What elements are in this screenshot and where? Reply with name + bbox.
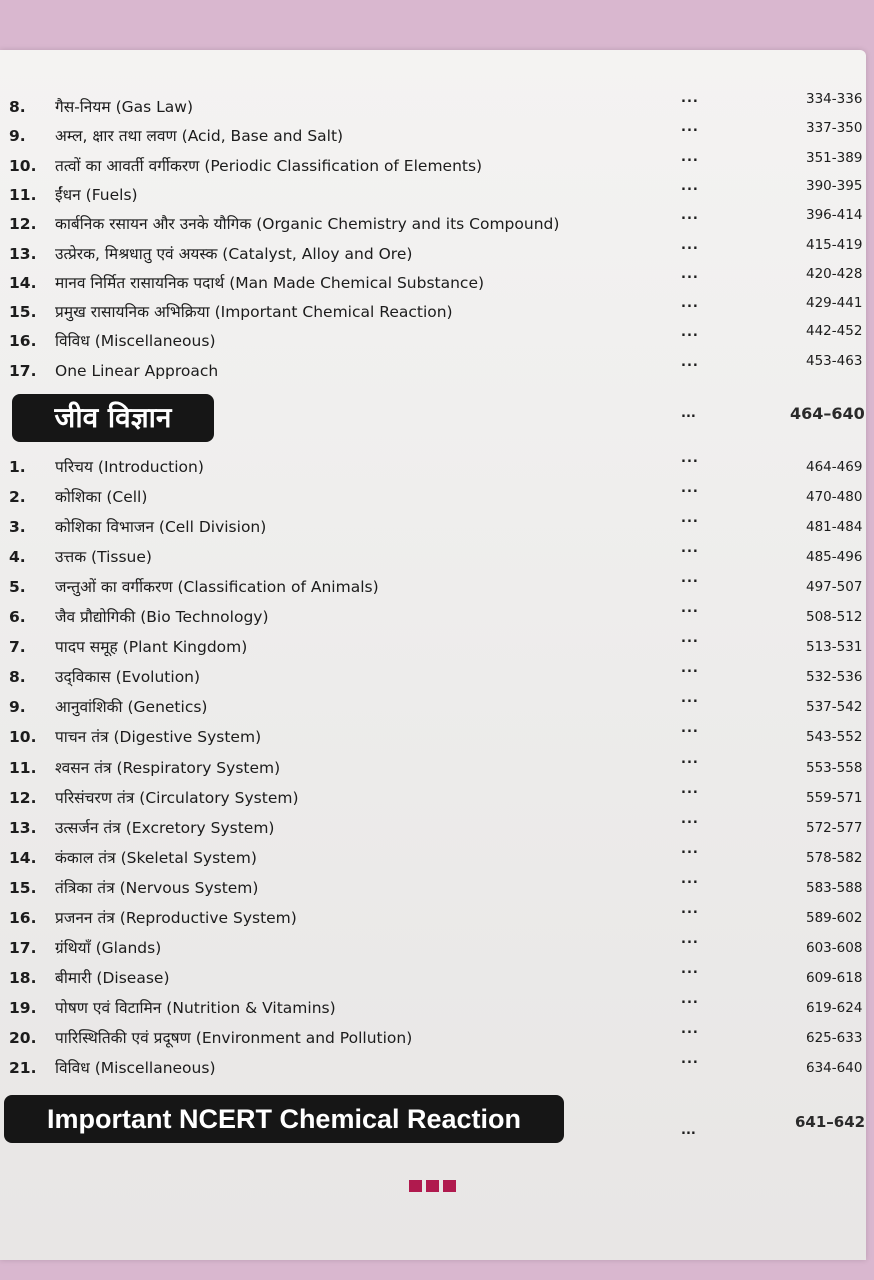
toc-title: परिचय (Introduction) [55, 458, 204, 476]
toc-number: 5. [9, 578, 26, 597]
toc-number: 16. [9, 908, 37, 927]
toc-dots: ... [681, 178, 699, 194]
end-marks-icon [409, 1177, 461, 1191]
toc-row [0, 451, 874, 480]
toc-number: 8. [9, 98, 26, 116]
toc-title: ग्रंथियाँ (Glands) [55, 938, 162, 957]
toc-number: 7. [9, 638, 26, 657]
toc-dots: ... [681, 781, 699, 797]
toc-title: कोशिका विभाजन (Cell Division) [55, 518, 267, 537]
toc-number: 9. [9, 127, 26, 146]
toc-dots: ... [681, 1021, 699, 1037]
toc-dots: ... [681, 721, 699, 737]
toc-title: उत्तक (Tissue) [55, 548, 152, 567]
toc-title: One Linear Approach [55, 361, 219, 380]
toc-row [0, 511, 874, 540]
toc-row [0, 177, 874, 208]
toc-title: पोषण एवं विटामिन (Nutrition & Vitamins) [55, 998, 336, 1017]
toc-pages: 442-452 [806, 323, 863, 340]
toc-dots: ... [681, 1052, 699, 1067]
toc-pages: 334-336 [806, 91, 863, 107]
toc-number: 8. [9, 668, 26, 687]
toc-number: 1. [9, 458, 26, 476]
toc-row [0, 781, 874, 811]
toc-dots: ... [681, 541, 699, 557]
toc-title: कोशिका (Cell) [55, 488, 148, 507]
toc-number: 21. [9, 1059, 37, 1077]
toc-number: 17. [9, 938, 37, 957]
toc-pages: 337-350 [806, 120, 863, 137]
toc-row [0, 661, 874, 690]
toc-row [0, 91, 874, 120]
toc-title: पाचन तंत्र (Digestive System) [55, 728, 262, 747]
toc-pages: 508-512 [806, 609, 863, 626]
toc-title: जन्तुओं का वर्गीकरण (Classification of Animals) [55, 578, 379, 597]
toc-dots: ... [681, 841, 699, 857]
toc-row [0, 207, 874, 237]
toc-row [0, 541, 874, 570]
toc-dots: ... [681, 325, 699, 341]
toc-dots: ... [681, 91, 699, 106]
toc-title: परिसंचरण तंत्र (Circulatory System) [55, 788, 299, 807]
biology-section-heading: जीव विज्ञान [12, 394, 214, 442]
toc-title: विविध (Miscellaneous) [55, 1059, 216, 1077]
toc-dots: ... [681, 296, 699, 312]
toc-number: 4. [9, 548, 26, 567]
toc-number: 15. [9, 878, 37, 897]
toc-row [0, 931, 874, 961]
toc-title: उत्प्रेरक, मिश्रधातु एवं अयस्क (Catalyst, Alloy and Ore) [55, 244, 413, 263]
toc-title: जैव प्रौद्योगिकी (Bio Technology) [55, 608, 269, 627]
toc-number: 13. [9, 818, 37, 837]
toc-row [0, 691, 874, 720]
toc-number: 11. [9, 758, 37, 777]
toc-pages: 532-536 [806, 669, 863, 686]
toc-pages: 572-577 [806, 819, 863, 836]
toc-pages: 415-419 [806, 236, 863, 253]
toc-row [0, 841, 874, 871]
toc-number: 14. [9, 848, 37, 867]
toc-pages: 603-608 [806, 939, 863, 956]
ncert-section-pages: 641–642 [795, 1113, 866, 1131]
toc-row [0, 1052, 874, 1081]
toc-dots: ... [681, 751, 699, 767]
toc-dots: ... [681, 120, 699, 136]
toc-title: उद्‌विकास (Evolution) [55, 668, 201, 687]
toc-dots: ... [681, 237, 699, 253]
toc-title: प्रजनन तंत्र (Reproductive System) [55, 908, 297, 927]
toc-number: 12. [9, 215, 37, 234]
toc-number: 2. [9, 488, 26, 507]
toc-row [0, 901, 874, 931]
toc-title: कंकाल तंत्र (Skeletal System) [55, 848, 257, 867]
toc-title: बीमारी (Disease) [55, 968, 170, 987]
toc-pages: 583-588 [806, 879, 863, 896]
toc-pages: 429-441 [806, 295, 863, 312]
toc-number: 3. [9, 518, 26, 537]
toc-pages: 543-552 [806, 729, 863, 746]
toc-row [0, 811, 874, 841]
toc-pages: 470-480 [806, 489, 863, 506]
toc-pages: 453-463 [806, 352, 863, 369]
toc-row [0, 721, 874, 750]
toc-row [0, 631, 874, 660]
toc-pages: 390-395 [806, 177, 863, 194]
toc-row [0, 571, 874, 600]
toc-dots: ... [681, 451, 699, 466]
toc-number: 15. [9, 303, 37, 322]
toc-pages: 619-624 [806, 999, 863, 1016]
toc-dots: ... [681, 991, 699, 1007]
toc-number: 17. [9, 361, 37, 380]
toc-dots: ... [681, 266, 699, 282]
toc-row [0, 961, 874, 991]
toc-number: 12. [9, 788, 37, 807]
toc-title: विविध (Miscellaneous) [55, 332, 216, 351]
toc-row [0, 751, 874, 781]
toc-row [0, 481, 874, 510]
toc-number: 19. [9, 998, 37, 1017]
toc-dots: ... [681, 631, 699, 647]
toc-title: तत्वों का आवर्ती वर्गीकरण (Periodic Classification of Elements) [55, 156, 483, 175]
toc-dots: ... [681, 354, 699, 370]
toc-pages: 396-414 [806, 207, 863, 224]
toc-number: 16. [9, 332, 37, 351]
toc-pages: 481-484 [806, 519, 863, 536]
toc-dots: ... [681, 811, 699, 827]
toc-dots: ... [681, 661, 699, 677]
toc-dots: ... [681, 511, 699, 527]
toc-pages: 609-618 [806, 969, 863, 986]
toc-number: 6. [9, 608, 26, 627]
toc-pages: 420-428 [806, 265, 863, 282]
toc-row [0, 149, 874, 179]
toc-number: 10. [9, 728, 37, 747]
toc-title: अम्ल, क्षार तथा लवण (Acid, Base and Salt) [55, 127, 344, 146]
toc-pages: 589-602 [806, 909, 863, 926]
toc-pages: 497-507 [806, 579, 863, 596]
biology-section-dots: ... [681, 406, 696, 421]
toc-pages: 559-571 [806, 789, 863, 806]
toc-row [0, 871, 874, 901]
toc-title: तंत्रिका तंत्र (Nervous System) [55, 878, 259, 897]
toc-dots: ... [681, 571, 699, 587]
toc-title: श्वसन तंत्र (Respiratory System) [55, 758, 281, 777]
toc-title: प्रमुख रासायनिक अभिक्रिया (Important Chemical Reaction) [55, 303, 453, 322]
toc-dots: ... [681, 601, 699, 617]
toc-title: कार्बनिक रसायन और उनके यौगिक (Organic Chemistry and its Compound) [55, 215, 560, 234]
toc-number: 11. [9, 185, 37, 204]
toc-number: 18. [9, 968, 37, 987]
toc-title: पारिस्थितिकी एवं प्रदूषण (Environment and Pollution) [55, 1028, 413, 1047]
toc-pages: 537-542 [806, 699, 863, 716]
toc-title: ईंधन (Fuels) [55, 185, 138, 204]
toc-row [0, 295, 874, 325]
toc-dots: ... [681, 931, 699, 947]
toc-number: 20. [9, 1028, 37, 1047]
toc-pages: 553-558 [806, 759, 863, 776]
toc-row [0, 991, 874, 1021]
toc-pages: 485-496 [806, 549, 863, 566]
toc-pages: 513-531 [806, 639, 863, 656]
toc-title: मानव निर्मित रासायनिक पदार्थ (Man Made Chemical Substance) [55, 273, 485, 292]
toc-title: उत्सर्जन तंत्र (Excretory System) [55, 818, 275, 837]
toc-number: 10. [9, 156, 37, 175]
toc-pages: 625-633 [806, 1029, 863, 1046]
toc-row [0, 323, 874, 354]
toc-dots: ... [681, 871, 699, 887]
biology-section-pages: 464–640 [790, 404, 865, 423]
toc-pages: 464-469 [806, 459, 863, 475]
toc-title: आनुवांशिकी (Genetics) [55, 698, 208, 717]
toc-pages: 634-640 [806, 1060, 863, 1076]
toc-title: पादप समूह (Plant Kingdom) [55, 638, 248, 657]
toc-row [0, 236, 874, 267]
toc-number: 13. [9, 244, 37, 263]
toc-dots: ... [681, 481, 699, 497]
toc-pages: 351-389 [806, 149, 863, 166]
toc-number: 9. [9, 698, 26, 717]
toc-row [0, 120, 874, 149]
toc-pages: 578-582 [806, 849, 863, 866]
toc-number: 14. [9, 273, 37, 292]
toc-dots: ... [681, 149, 699, 165]
ncert-section-dots: ... [681, 1123, 696, 1138]
toc-title: गैस-नियम (Gas Law) [55, 98, 194, 116]
toc-row [0, 352, 874, 384]
toc-dots: ... [681, 901, 699, 917]
toc-row [0, 1021, 874, 1051]
toc-dots: ... [681, 961, 699, 977]
toc-dots: ... [681, 208, 699, 224]
toc-dots: ... [681, 691, 699, 707]
toc-row [0, 265, 874, 296]
ncert-section-heading: Important NCERT Chemical Reaction [4, 1095, 564, 1143]
toc-row [0, 601, 874, 630]
